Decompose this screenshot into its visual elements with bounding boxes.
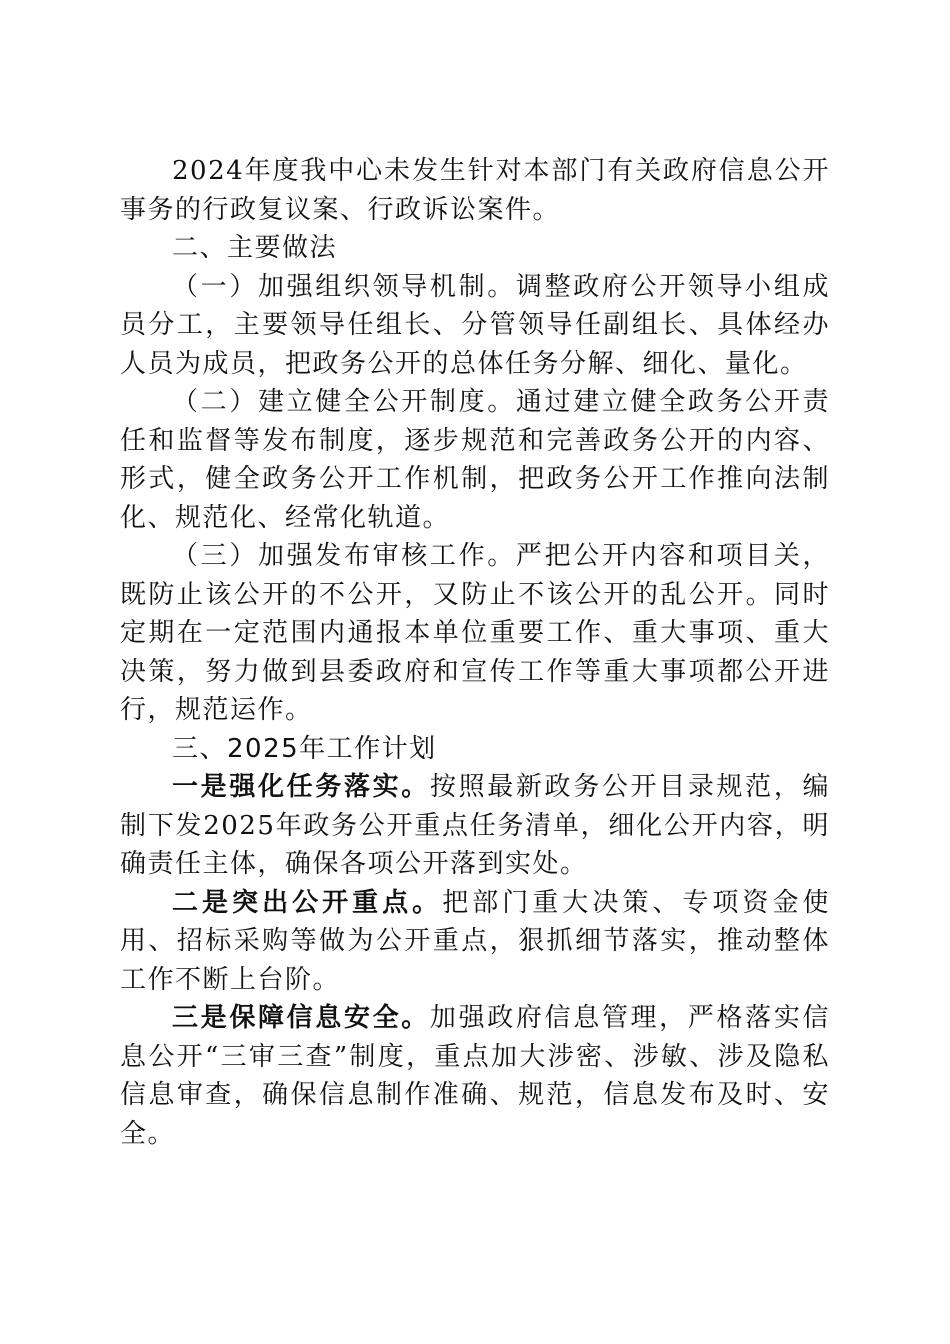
paragraph-lead: （二）建立健全公开制度。 [172, 387, 516, 417]
paragraph-text: 加强政府信息管理，严格落实信息公开“三审三查”制度，重点加大涉密、涉敏、涉及隐私信息审查，确保信息制作准确、规范，信息发布及时、安全。 [120, 1003, 830, 1149]
paragraph-key-points [120, 884, 830, 1000]
paragraph-lead: （三）加强发布审核工作。 [172, 541, 516, 571]
heading-text: 二、主要做法 [172, 233, 338, 263]
paragraph-lead: 三是保障信息安全。 [172, 1003, 430, 1033]
paragraph-task-implementation [120, 768, 830, 884]
paragraph-text: 把部门重大决策、专项资金使用、招标采购等做为公开重点，狠抓细节落实，推动整体工作不断上台阶。 [120, 887, 830, 995]
document-body [120, 152, 830, 1153]
paragraph-system [120, 383, 830, 537]
paragraph-text: 2024年度我中心未发生针对本部门有关政府信息公开事务的行政复议案、行政诉讼案件。 [120, 156, 830, 225]
paragraph-text: 调整政府公开领导小组成员分工，主要领导任组长、分管领导任副组长、具体经办人员为成员，把政务公开的总体任务分解、细化、量化。 [120, 271, 830, 379]
paragraph-lead: 一是强化任务落实。 [172, 772, 430, 802]
paragraph-lead: （一）加强组织领导机制。 [172, 271, 516, 302]
paragraph-text: 按照最新政务公开目录规范，编制下发2025年政务公开重点任务清单，细化公开内容，明确责任主体，确保各项公开落到实处。 [120, 772, 830, 879]
section-heading-work-plan [120, 730, 830, 769]
paragraph-text: 严把公开内容和项目关，既防止该公开的不公开，又防止不该公开的乱公开。同时定期在一定范围内通报本单位重要工作、重大事项、重大决策，努力做到县委政府和宣传工作等重大事项都公开进行，规范运作。 [120, 541, 830, 725]
heading-text: 三、2025年工作计划 [172, 733, 437, 764]
paragraph-organization [120, 268, 830, 384]
paragraph-text: 通过建立健全政务公开责任和监督等发布制度，逐步规范和完善政务公开的内容、形式，健全政务公开工作机制，把政务公开工作推向法制化、规范化、经常化轨道。 [120, 387, 830, 533]
section-heading-main-practices [120, 229, 830, 268]
paragraph-no-cases [120, 152, 830, 229]
paragraph-info-security [120, 999, 830, 1153]
paragraph-review [120, 537, 830, 730]
paragraph-lead: 二是突出公开重点。 [172, 887, 443, 918]
